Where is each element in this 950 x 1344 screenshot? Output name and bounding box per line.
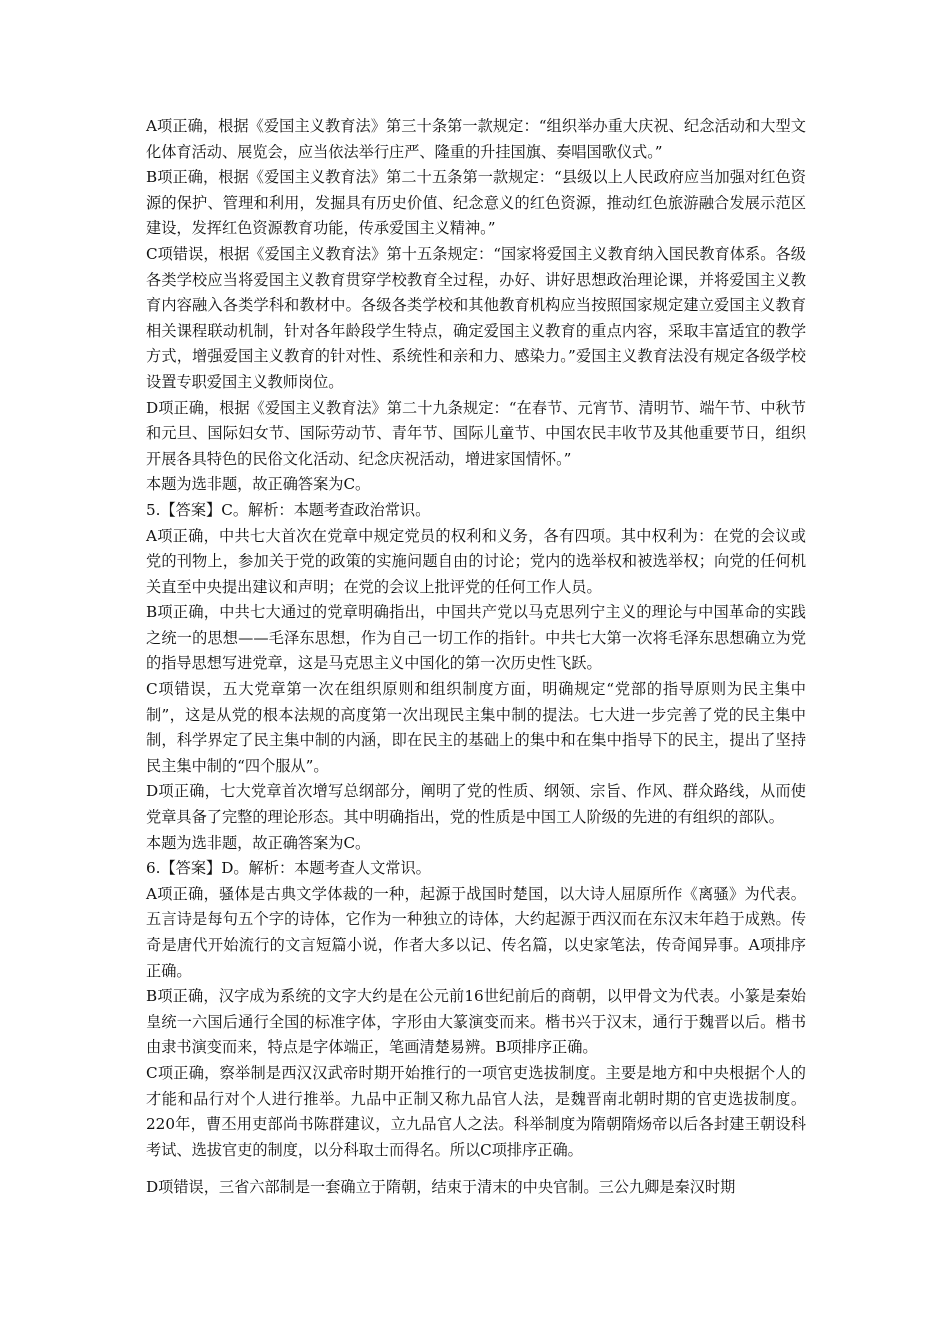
paragraph-q6-d: D项错误，三省六部制是一套确立于隋朝，结束于清末的中央官制。三公九卿是秦汉时期 bbox=[146, 1178, 736, 1197]
document-body bbox=[146, 114, 806, 1201]
question-6-header: 6.【答案】D。解析：本题考查人文常识。 bbox=[146, 859, 431, 878]
paragraph-q6-c: C项正确，察举制是西汉汉武帝时期开始推行的一项官吏选拔制度。主要是地方和中央根据个人的才能和品行对个人进行推举。九品中正制又称九品官人法，是魏晋南北朝时期的官吏选拔制度。220年，曹丕用吏部尚书陈群建议，立九品官人之法。科举制度为隋朝隋炀帝以后各封建王朝设科考试、选拔官吏的制度，以分科取士而得名。所以C项排序正确。 bbox=[146, 1063, 806, 1159]
paragraph-q5-c: C项错误，五大党章第一次在组织原则和组织制度方面，明确规定“党部的指导原则为民主集中制”，这是从党的根本法规的高度第一次出现民主集中制的提法。七大进一步完善了党的民主集中制，科学界定了民主集中制的内涵，即在民主的基础上的集中和在集中指导下的民主，提出了坚持民主集中制的“四个服从”。 bbox=[146, 680, 806, 775]
paragraph-q5-d: D项正确，七大党章首次增写总纲部分，阐明了党的性质、纲领、宗旨、作风、群众路线，从而使党章具备了完整的理论形态。其中明确指出，党的性质是中国工人阶级的先进的有组织的部队。 bbox=[146, 782, 806, 827]
paragraph-d-correct-festivals: D项正确，根据《爱国主义教育法》第二十九条规定：“在春节、元宵节、清明节、端午节、中秋节和元旦、国际妇女节、国际劳动节、青年节、国际儿童节、中国农民丰收节及其他重要节日，组织开展各具特色的民俗文化活动、纪念庆祝活动，增进家国情怀。” bbox=[146, 398, 806, 468]
paragraph-c-wrong-education-system: C项错误，根据《爱国主义教育法》第十五条规定：“国家将爱国主义教育纳入国民教育体系。各级各类学校应当将爱国主义教育贯穿学校教育全过程，办好、讲好思想政治理论课，并将爱国主义教育内容融入各类学科和教材中。各级各类学校和其他教育机构应当按照国家规定建立爱国主义教育相关课程联动机制，针对各年龄段学生特点，确定爱国主义教育的重点内容，采取丰富适宜的教学方式，增强爱国主义教育的针对性、系统性和亲和力、感染力。”爱国主义教育法没有规定各级学校设置专职爱国主义教师岗位。 bbox=[146, 244, 806, 391]
paragraph-answer-q5: 本题为选非题，故正确答案为C。 bbox=[146, 833, 371, 852]
paragraph-b-correct-red-resources: B项正确，根据《爱国主义教育法》第二十五条第一款规定：“县级以上人民政府应当加强对红色资源的保护、管理和利用，发掘具有历史价值、纪念意义的红色资源，推动红色旅游融合发展示范区建设，发挥红色资源教育功能，传承爱国主义精神。” bbox=[146, 168, 806, 238]
paragraph-q5-a: A项正确，中共七大首次在党章中规定党员的权利和义务，各有四项。其中权利为：在党的会议或党的刊物上，参加关于党的政策的实施问题自由的讨论；党内的选举权和被选举权；向党的任何机关直至中央提出建议和声明；在党的会议上批评党的任何工作人员。 bbox=[146, 526, 806, 596]
paragraph-q6-b: B项正确，汉字成为系统的文字大约是在公元前16世纪前后的商朝，以甲骨文为代表。小篆是秦始皇统一六国后通行全国的标准字体，字形由大篆演变而来。楷书兴于汉末，通行于魏晋以后。楷书由隶书演变而来，特点是字体端正，笔画清楚易辨。B项排序正确。 bbox=[146, 987, 806, 1057]
paragraph-q5-b: B项正确，中共七大通过的党章明确指出，中国共产党以马克思列宁主义的理论与中国革命的实践之统一的思想——毛泽东思想，作为自己一切工作的指针。中共七大第一次将毛泽东思想确立为党的指导思想写进党章，这是马克思主义中国化的第一次历史性飞跃。 bbox=[146, 603, 806, 673]
question-5-header: 5.【答案】C。解析：本题考查政治常识。 bbox=[146, 500, 431, 519]
paragraph-a-correct-flag: A项正确，根据《爱国主义教育法》第三十条第一款规定：“组织举办重大庆祝、纪念活动和大型文化体育活动、展览会，应当依法举行庄严、隆重的升挂国旗、奏唱国歌仪式。” bbox=[146, 117, 806, 161]
paragraph-gap bbox=[146, 1163, 806, 1175]
paragraph-answer-q4: 本题为选非题，故正确答案为C。 bbox=[146, 475, 371, 494]
paragraph-q6-a: A项正确，骚体是古典文学体裁的一种，起源于战国时楚国，以大诗人屈原所作《离骚》为代表。五言诗是每句五个字的诗体，它作为一种独立的诗体，大约起源于西汉而在东汉末年趋于成熟。传奇是唐代开始流行的文言短篇小说，作者大多以记、传名篇，以史家笔法，传奇闻异事。A项排序正确。 bbox=[146, 884, 806, 980]
